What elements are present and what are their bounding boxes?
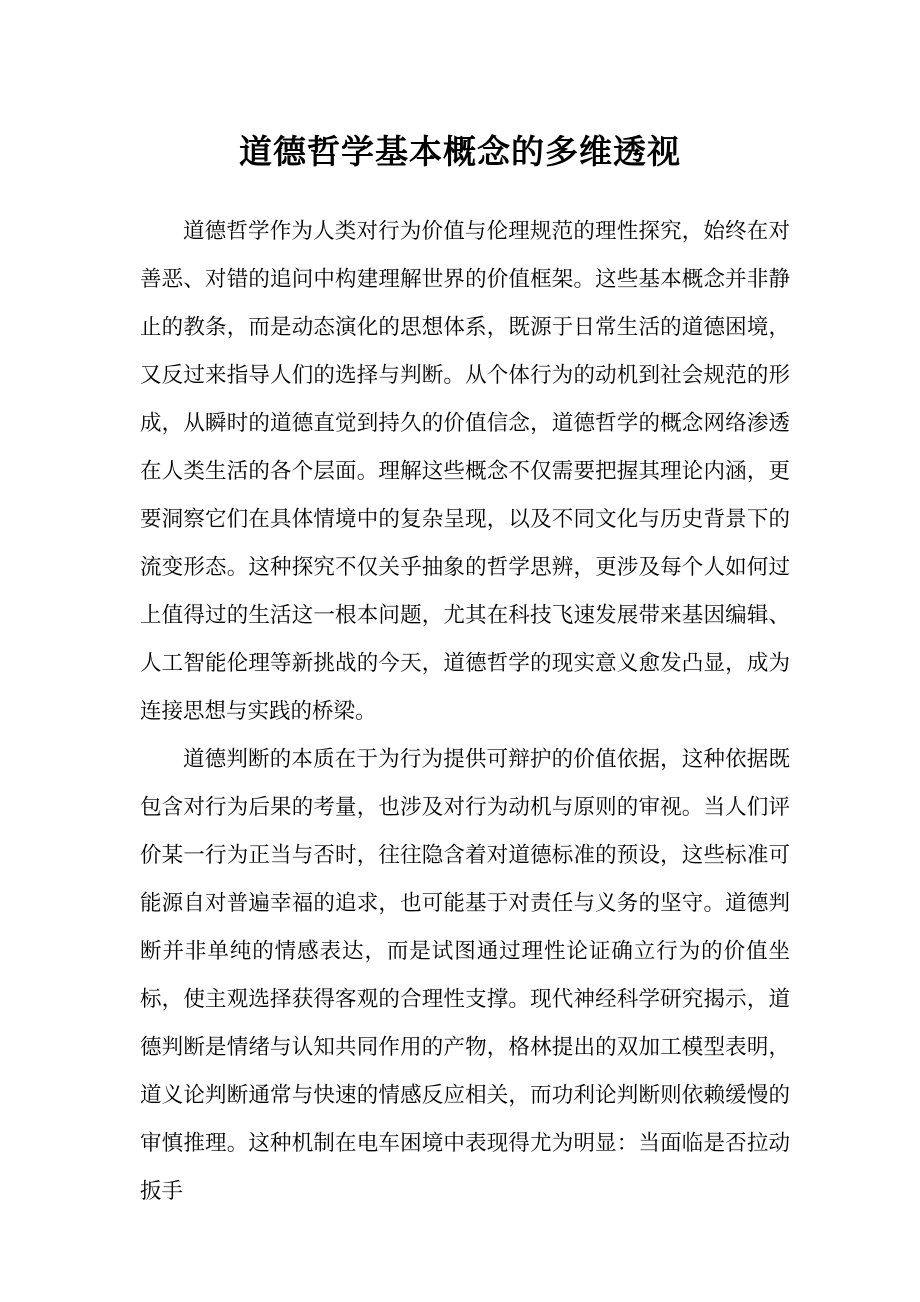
paragraph-1: 道德哲学作为人类对行为价值与伦理规范的理性探究，始终在对善恶、对错的追问中构建理解世界的价值框架。这些基本概念并非静止的教条，而是动态演化的思想体系，既源于日常生活的道德困境，又反过来指导人们的选择与判断。从个体行为的动机到社会规范的形成，从瞬时的道德直觉到持久的价值信念，道德哲学的概念网络渗透在人类生活的各个层面。理解这些概念不仅需要把握其理论内涵，更要洞察它们在具体情境中的复杂呈现，以及不同文化与历史背景下的流变形态。这种探究不仅关乎抽象的哲学思辨，更涉及每个人如何过上值得过的生活这一根本问题，尤其在科技飞速发展带来基因编辑、人工智能伦理等新挑战的今天，道德哲学的现实意义愈发凸显，成为连接思想与实践的桥梁。: [140, 219, 790, 724]
document-title: 道德哲学基本概念的多维透视: [239, 132, 681, 171]
document-body: [140, 208, 790, 1216]
paragraph-2: 道德判断的本质在于为行为提供可辩护的价值依据，这种依据既包含对行为后果的考量，也涉及对行为动机与原则的审视。当人们评价某一行为正当与否时，往往隐含着对道德标准的预设，这些标准可能源自对普遍幸福的追求，也可能基于对责任与义务的坚守。道德判断并非单纯的情感表达，而是试图通过理性论证确立行为的价值坐标，使主观选择获得客观的合理性支撑。现代神经科学研究揭示，道德判断是情绪与认知共同作用的产物，格林提出的双加工模型表明，道义论判断通常与快速的情感反应相关，而功利论判断则依赖缓慢的审慎推理。这种机制在电车困境中表现得尤为明显：当面临是否拉动扳手: [140, 747, 790, 1204]
